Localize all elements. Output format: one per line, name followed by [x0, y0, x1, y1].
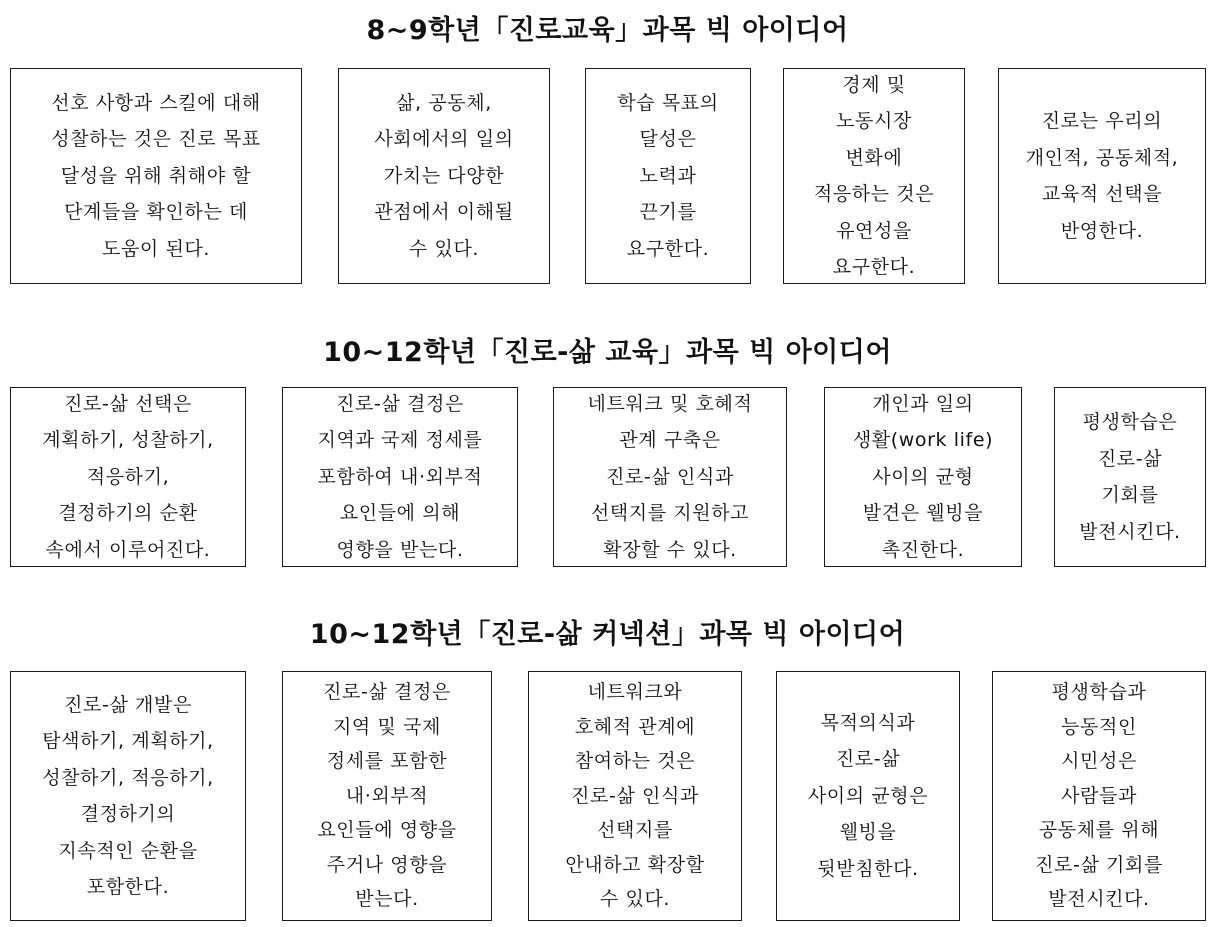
- big-idea-line: 생활(work life): [852, 429, 994, 452]
- big-idea-text: [1075, 404, 1184, 550]
- big-idea-line: 달성은: [639, 128, 697, 151]
- big-idea-line: 계획하기, 성찰하기,: [42, 429, 214, 452]
- big-idea-line: 진로-삶: [1097, 447, 1163, 470]
- big-idea-line: 진로-삶 결정은: [323, 681, 451, 704]
- big-idea-box: [585, 68, 751, 284]
- big-idea-line: 노력과: [639, 164, 697, 187]
- big-idea-line: 관점에서 이해될: [374, 201, 514, 224]
- big-idea-line: 성찰하는 것은 진로 목표: [51, 128, 261, 151]
- big-idea-box: [282, 671, 492, 921]
- big-idea-line: 발전시킨다.: [1048, 888, 1150, 911]
- big-idea-line: 달성을 위해 취해야 할: [60, 164, 252, 187]
- big-idea-line: 발견은 웰빙을: [862, 502, 984, 525]
- big-idea-text: [584, 387, 757, 567]
- big-idea-box: [10, 387, 246, 567]
- big-idea-box: [282, 387, 518, 567]
- big-idea-line: 진로-삶 인식과: [571, 784, 699, 807]
- big-idea-line: 내·외부적: [345, 784, 429, 807]
- big-idea-line: 사이의 균형은: [807, 784, 929, 807]
- big-idea-line: 포함하여 내·외부적: [317, 465, 483, 488]
- big-idea-line: 네트워크와: [587, 681, 683, 704]
- big-idea-line: 진로-삶 기회를: [1035, 853, 1163, 876]
- big-idea-text: [313, 675, 460, 917]
- big-idea-line: 진로-삶 결정은: [336, 392, 464, 415]
- big-idea-text: [314, 387, 487, 567]
- big-idea-line: 수 있다.: [408, 237, 480, 260]
- big-idea-line: 포함한다.: [86, 876, 170, 898]
- big-idea-line: 주거나 영향을: [326, 853, 448, 876]
- big-idea-line: 선택지를: [597, 819, 673, 842]
- big-idea-line: 호혜적 관계에: [574, 715, 696, 738]
- big-idea-line: 요인들에 의해: [339, 502, 461, 525]
- big-idea-line: 성찰하기, 적응하기,: [42, 766, 214, 789]
- big-idea-line: 진로는 우리의: [1041, 110, 1163, 132]
- big-idea-line: 결정하기의: [80, 803, 176, 825]
- big-idea-line: 영향을 받는다.: [336, 538, 464, 561]
- section-title-career-life-education: 10~12학년「진로-삶 교육」과목 빅 아이디어: [323, 337, 892, 368]
- big-idea-line: 선택지를 지원하고: [590, 502, 750, 525]
- big-idea-line: 평생학습은: [1082, 411, 1178, 433]
- big-idea-line: 적응하는 것은: [813, 183, 935, 205]
- big-idea-line: 요구한다.: [626, 237, 710, 260]
- big-idea-line: 속에서 이루어진다.: [45, 538, 211, 561]
- big-idea-line: 수 있다.: [599, 888, 671, 911]
- big-idea-line: 사람들과: [1061, 784, 1137, 807]
- big-idea-line: 노동시장: [836, 110, 912, 132]
- big-idea-line: 정세를 포함한: [326, 750, 448, 773]
- big-idea-text: [810, 68, 938, 284]
- section-title-career-life-connections: 10~12학년「진로-삶 커넥션」과목 빅 아이디어: [309, 619, 906, 650]
- big-idea-line: 목적의식과: [820, 711, 916, 734]
- big-idea-box: [824, 387, 1022, 567]
- big-idea-line: 진로-삶 선택은: [64, 392, 192, 415]
- big-idea-line: 삶, 공동체,: [396, 91, 492, 114]
- big-idea-line: 능동적인: [1061, 715, 1137, 738]
- big-idea-box: [10, 68, 302, 284]
- section-title-grade-8-9: 8~9학년「진로교육」과목 빅 아이디어: [366, 15, 849, 46]
- big-idea-line: 도움이 된다.: [101, 237, 211, 260]
- big-idea-text: [1022, 103, 1183, 249]
- big-idea-line: 학습 목표의: [617, 91, 719, 114]
- big-idea-line: 평생학습과: [1051, 681, 1147, 704]
- big-idea-line: 지속적인 순환을: [58, 839, 198, 862]
- big-idea-line: 적응하기,: [86, 465, 170, 488]
- big-idea-text: [613, 85, 722, 268]
- big-idea-box: [776, 671, 960, 921]
- big-idea-text: [38, 687, 218, 906]
- big-idea-text: [1031, 675, 1167, 917]
- big-idea-box: [783, 68, 965, 284]
- big-idea-line: 참여하는 것은: [574, 750, 696, 773]
- big-idea-line: 탐색하기, 계획하기,: [42, 730, 214, 752]
- big-idea-line: 공동체를 위해: [1038, 819, 1160, 842]
- big-idea-line: 사회에서의 일의: [374, 128, 514, 151]
- big-idea-line: 경제 및: [842, 73, 906, 96]
- big-idea-text: [849, 387, 997, 567]
- big-idea-line: 뒷받침한다.: [817, 857, 919, 880]
- big-idea-line: 발전시킨다.: [1079, 520, 1181, 543]
- big-idea-text: [804, 705, 932, 888]
- big-idea-line: 네트워크 및 호혜적: [587, 392, 753, 415]
- big-idea-line: 개인적, 공동체적,: [1025, 146, 1179, 169]
- big-idea-line: 교육적 선택을: [1041, 183, 1163, 205]
- big-idea-line: 시민성은: [1061, 750, 1137, 773]
- big-idea-box: [992, 671, 1206, 921]
- big-idea-text: [38, 387, 218, 567]
- big-idea-line: 요인들에 영향을: [317, 819, 457, 842]
- big-idea-line: 변화에: [845, 146, 903, 169]
- big-idea-box: [998, 68, 1206, 284]
- big-idea-line: 요구한다.: [832, 256, 916, 278]
- big-idea-line: 결정하기의 순환: [58, 502, 198, 525]
- big-idea-box: [338, 68, 550, 284]
- big-idea-box: [553, 387, 787, 567]
- big-idea-line: 받는다.: [355, 888, 419, 911]
- big-idea-line: 진로-삶 인식과: [606, 465, 734, 488]
- big-idea-line: 확장할 수 있다.: [603, 538, 737, 561]
- big-idea-line: 진로-삶 개발은: [64, 693, 192, 716]
- big-idea-box: [10, 671, 246, 921]
- big-idea-text: [561, 675, 708, 917]
- big-idea-line: 웰빙을: [839, 821, 897, 844]
- big-idea-line: 반영한다.: [1060, 219, 1144, 242]
- big-idea-box: [528, 671, 742, 921]
- big-idea-line: 기회를: [1101, 484, 1159, 506]
- big-idea-line: 안내하고 확장할: [565, 853, 705, 876]
- big-idea-text: [370, 85, 517, 268]
- big-idea-line: 유연성을: [836, 219, 912, 242]
- big-idea-line: 진로-삶: [835, 748, 901, 771]
- big-idea-line: 가치는 다양한: [383, 164, 505, 187]
- big-idea-line: 단계들을 확인하는 데: [64, 201, 248, 224]
- big-idea-line: 선호 사항과 스킬에 대해: [51, 91, 261, 114]
- big-idea-line: 지역 및 국제: [332, 715, 442, 738]
- big-idea-box: [1054, 387, 1206, 567]
- big-idea-line: 개인과 일의: [872, 392, 974, 415]
- big-idea-line: 끈기를: [639, 201, 697, 224]
- big-idea-line: 촉진한다.: [881, 538, 965, 561]
- big-idea-line: 사이의 균형: [872, 465, 974, 488]
- big-idea-line: 관계 구축은: [619, 429, 721, 452]
- big-idea-text: [47, 85, 264, 268]
- big-idea-line: 지역과 국제 정세를: [317, 429, 483, 452]
